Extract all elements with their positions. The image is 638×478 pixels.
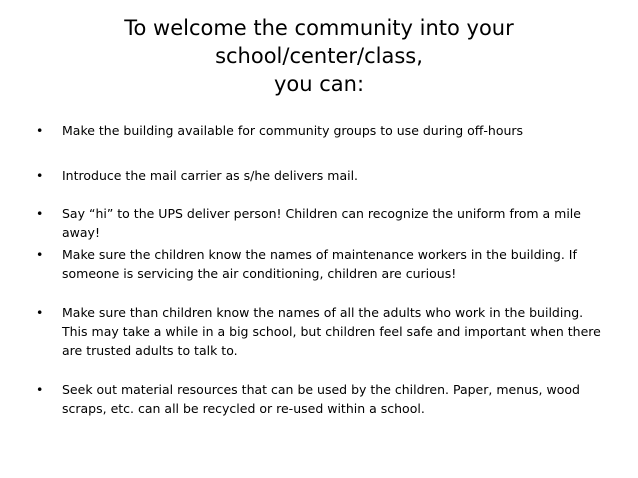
bullet-icon: • <box>36 206 44 221</box>
bullet-text: Make sure than children know the names of all the adults who work in the building. This may take a while in a big school, but children feel safe and important when there are trusted adults to talk to. <box>62 305 601 358</box>
bullet-text: Make sure the children know the names of maintenance workers in the building. If someone is servicing the air conditioning, children are curious! <box>62 247 577 281</box>
bullet-text: Say “hi” to the UPS deliver person! Children can recognize the uniform from a mile away! <box>62 206 581 240</box>
bullet-icon: • <box>36 168 44 183</box>
bullet-text: Make the building available for community groups to use during off-hours <box>62 123 524 138</box>
bullet-text: Introduce the mail carrier as s/he delivers mail. <box>62 168 359 183</box>
bullet-icon: • <box>36 123 44 138</box>
slide-title <box>70 14 568 98</box>
bullet-text: Seek out material resources that can be used by the children. Paper, menus, wood scraps, etc. can all be recycled or re-used within a school. <box>62 382 580 416</box>
bullet-icon: • <box>36 382 44 397</box>
title-line-3: you can: <box>273 72 365 96</box>
bullet-icon: • <box>36 305 44 320</box>
bullet-icon: • <box>36 247 44 262</box>
title-line-1: To welcome the community into your <box>124 16 514 40</box>
title-line-2: school/center/class, <box>215 44 423 68</box>
